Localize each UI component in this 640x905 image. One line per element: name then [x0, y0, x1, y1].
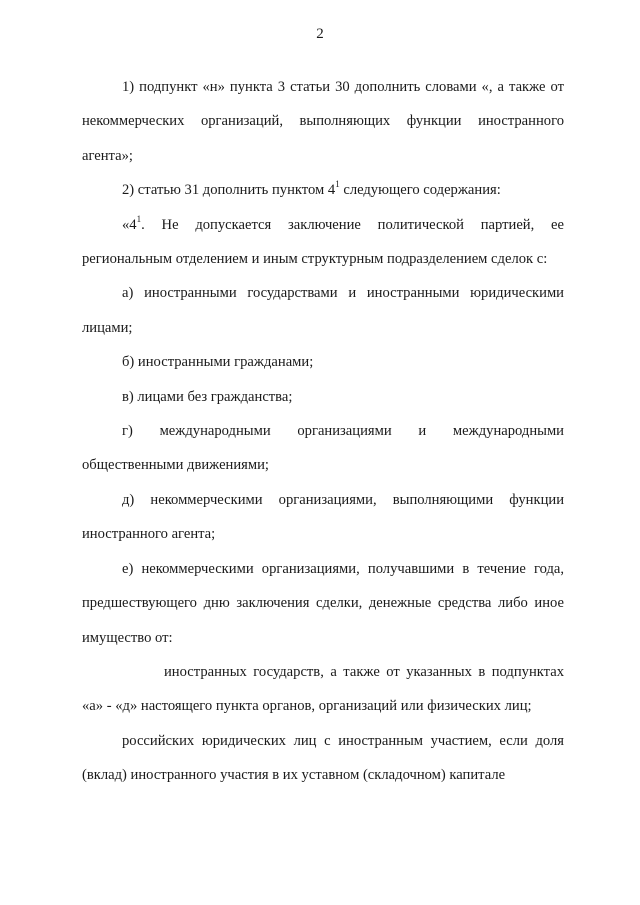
- superscript: 1: [136, 213, 142, 224]
- superscript: 1: [335, 179, 340, 190]
- list-item-v: в) лицами без гражданства;: [122, 388, 293, 405]
- paragraph-text: «4: [122, 216, 137, 233]
- paragraph-text: следующего содержания:: [339, 182, 501, 199]
- list-item-a: а) иностранными государствами и иностранными юридическими лицами;: [82, 285, 564, 336]
- list-item-d: д) некоммерческими организациями, выполняющими функции иностранного агента;: [82, 491, 564, 543]
- sub-item-russian-legal-entities: российских юридических лиц с иностранным участием, если доля (вклад) иностранного участия в их уставном (складочном) капитале: [82, 732, 564, 784]
- paragraph-clause-4-1: [82, 208, 564, 277]
- paragraph-amend-subparagraph-n: 1) подпункт «н» пункта 3 статьи 30 дополнить словами «, а также от некоммерческих организаций, выполняющих функции иностранного агента»;: [82, 79, 564, 164]
- paragraph-text: 2) статью 31 дополнить пунктом 4: [122, 182, 336, 199]
- paragraph-text: . Не допускается заключение политической партией, ее региональным отделением и иным структурным подразделением сделок с:: [82, 216, 564, 268]
- page-number: 2: [316, 26, 324, 42]
- list-item-g: г) международными организациями и международными общественными движениями;: [82, 423, 564, 474]
- sub-item-foreign-states: иностранных государств, а также от указанных в подпунктах «а» - «д» настоящего пункта органов, организаций или физических лиц;: [82, 663, 564, 715]
- list-item-b: б) иностранными гражданами;: [122, 354, 314, 371]
- paragraph-amend-article-31: [82, 173, 564, 207]
- list-item-e: е) некоммерческими организациями, получавшими в течение года, предшествующего дню заключения сделки, денежные средства либо иное имущество от:: [82, 560, 564, 646]
- document-body: [82, 70, 564, 793]
